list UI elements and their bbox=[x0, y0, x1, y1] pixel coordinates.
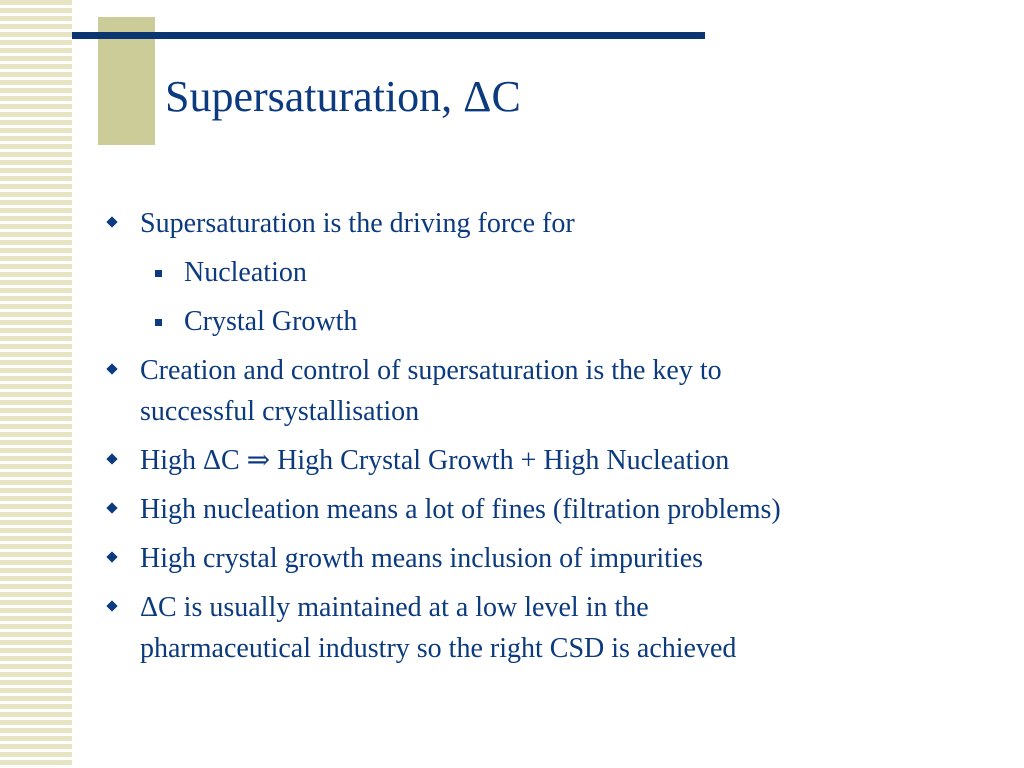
title-rule bbox=[72, 32, 705, 39]
diamond-bullet-icon bbox=[106, 600, 117, 611]
sub-bullet-item bbox=[0, 252, 1024, 293]
bullet-text-line: pharmaceutical industry so the right CSD is achieved bbox=[140, 633, 737, 664]
sub-bullet-text-line: Nucleation bbox=[184, 257, 307, 288]
bullet-item bbox=[0, 587, 1024, 669]
bullet-list bbox=[0, 203, 1024, 677]
bullet-text-line: High ΔC ⇒ High Crystal Growth + High Nucleation bbox=[140, 445, 730, 476]
bullet-item bbox=[0, 538, 1024, 579]
diamond-bullet-icon bbox=[106, 551, 117, 562]
sub-bullet-text-line: Crystal Growth bbox=[184, 306, 358, 337]
diamond-bullet-icon bbox=[106, 363, 117, 374]
bullet-item bbox=[0, 350, 1024, 432]
bullet-item bbox=[0, 203, 1024, 244]
bullet-text-line: High nucleation means a lot of fines (filtration problems) bbox=[140, 494, 781, 525]
bullet-text-line: ΔC is usually maintained at a low level in the bbox=[140, 592, 649, 623]
diamond-bullet-icon bbox=[106, 502, 117, 513]
bullet-text-line: Creation and control of supersaturation is the key to bbox=[140, 355, 722, 386]
slide-title: Supersaturation, ΔC bbox=[165, 72, 521, 121]
square-bullet-icon bbox=[155, 319, 162, 326]
square-bullet-icon bbox=[155, 270, 162, 277]
bullet-item bbox=[0, 489, 1024, 530]
bullet-text-line: Supersaturation is the driving force for bbox=[140, 208, 575, 239]
bullet-text-line: successful crystallisation bbox=[140, 396, 420, 427]
sub-bullet-item bbox=[0, 301, 1024, 342]
diamond-bullet-icon bbox=[106, 216, 117, 227]
bullet-item bbox=[0, 440, 1024, 481]
diamond-bullet-icon bbox=[106, 453, 117, 464]
bullet-text-line: High crystal growth means inclusion of impurities bbox=[140, 543, 704, 574]
